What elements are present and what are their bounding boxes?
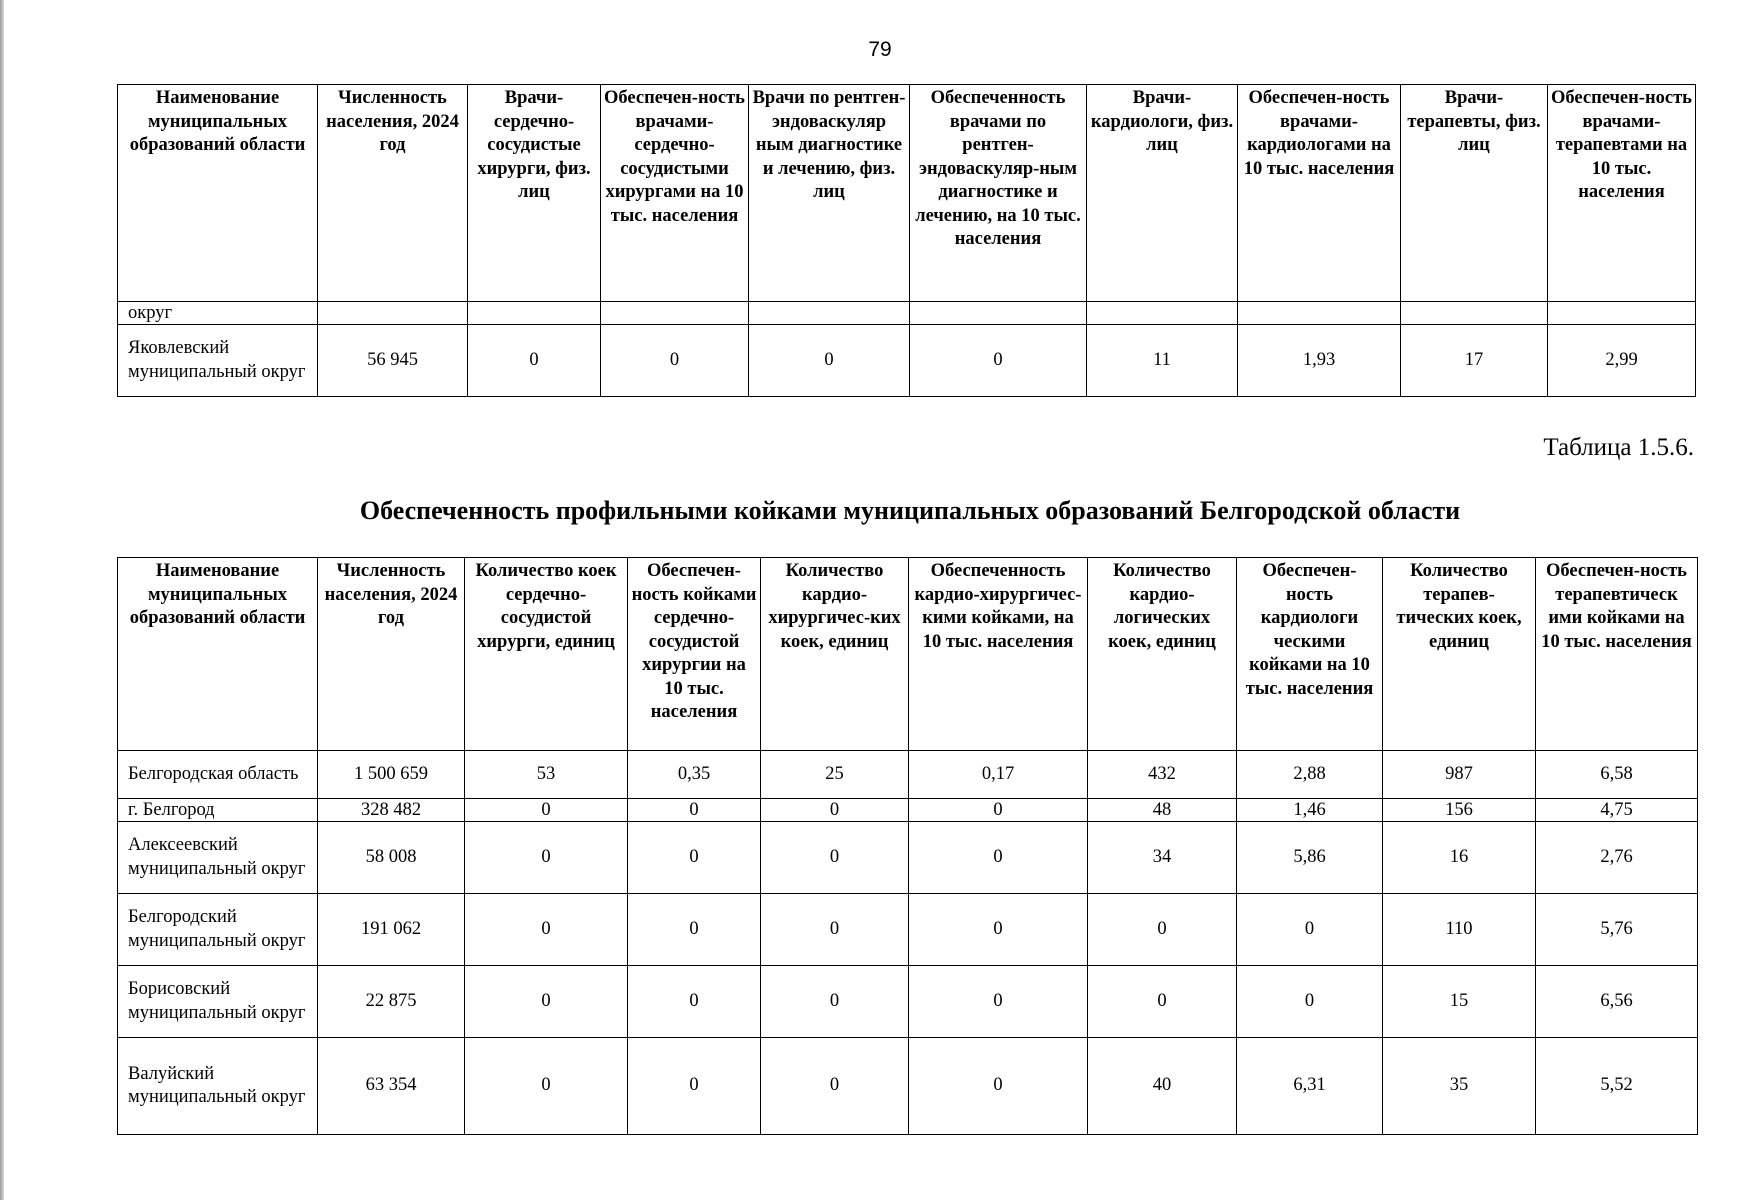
table-cell	[318, 302, 468, 325]
table-cell: 0	[465, 799, 628, 822]
beds-table	[117, 557, 1698, 1135]
header-cell: Количество коек сердечно-сосудистой хирурги, единиц	[465, 558, 628, 751]
table-cell: 0	[761, 799, 909, 822]
table-cell: Алексеевский муниципальный округ	[118, 822, 318, 894]
table-cell: 35	[1383, 1038, 1536, 1135]
table-cell: 1,93	[1238, 325, 1401, 397]
table-row	[118, 1038, 1698, 1135]
table-cell: 328 482	[318, 799, 465, 822]
table-cell: 0	[628, 894, 761, 966]
header-cell: Наименование муниципальных образований области	[118, 558, 318, 751]
table-cell: округ	[118, 302, 318, 325]
table-cell: 0	[749, 325, 910, 397]
table-cell: 34	[1088, 822, 1237, 894]
physicians-table	[117, 84, 1696, 397]
header-cell: Врачи по рентген-эндоваскуляр ным диагностике и лечению, физ. лиц	[749, 85, 910, 302]
header-cell: Количество терапев-тических коек, единиц	[1383, 558, 1536, 751]
table-cell: 0	[468, 325, 601, 397]
header-cell: Врачи-терапевты, физ. лиц	[1401, 85, 1548, 302]
table-label: Таблица 1.5.6.	[1543, 434, 1694, 461]
table-cell: 0	[1088, 966, 1237, 1038]
header-cell: Обеспеченность врачами по рентген-эндоваскуляр-ным диагностике и лечению, на 10 тыс. населения	[910, 85, 1087, 302]
header-cell: Численность населения, 2024 год	[318, 85, 468, 302]
table-row	[118, 799, 1698, 822]
table-cell: 191 062	[318, 894, 465, 966]
table-cell: 0	[628, 966, 761, 1038]
table-title: Обеспеченность профильными койками муниципальных образований Белгородской области	[359, 496, 1461, 525]
table-row	[118, 966, 1698, 1038]
table-cell: 0	[628, 822, 761, 894]
table-cell: 432	[1088, 751, 1237, 799]
table-cell: 2,88	[1237, 751, 1383, 799]
table-cell: 16	[1383, 822, 1536, 894]
header-cell: Обеспечен-ность врачами-терапевтами на 10 тыс. населения	[1548, 85, 1696, 302]
scan-edge-shadow	[0, 0, 4, 1200]
table-cell	[468, 302, 601, 325]
table-cell: 2,76	[1536, 822, 1698, 894]
header-cell: Количество кардио-логических коек, единиц	[1088, 558, 1237, 751]
table-row	[118, 325, 1696, 397]
table-cell: 0	[601, 325, 749, 397]
table-cell	[749, 302, 910, 325]
table-cell: 11	[1087, 325, 1238, 397]
header-cell: Обеспечен-ность терапевтическ ими койками на 10 тыс. населения	[1536, 558, 1698, 751]
table-cell: 0	[465, 1038, 628, 1135]
table-cell	[1087, 302, 1238, 325]
table-cell: 0	[628, 799, 761, 822]
table-cell: 0	[910, 325, 1087, 397]
table-cell: 0	[909, 1038, 1088, 1135]
table-cell	[910, 302, 1087, 325]
table-row	[118, 302, 1696, 325]
table-cell: 0	[1237, 966, 1383, 1038]
header-cell: Врачи-кардиологи, физ. лиц	[1087, 85, 1238, 302]
table-cell: 0	[909, 822, 1088, 894]
table-cell: 48	[1088, 799, 1237, 822]
header-cell: Обеспечен-ность врачами-кардиологами на 10 тыс. населения	[1238, 85, 1401, 302]
table-cell: 5,52	[1536, 1038, 1698, 1135]
table-cell: 0	[909, 966, 1088, 1038]
table-cell: 5,86	[1237, 822, 1383, 894]
table-cell: 0	[1237, 894, 1383, 966]
table-cell: 40	[1088, 1038, 1237, 1135]
table-cell: 25	[761, 751, 909, 799]
table-cell: 0,35	[628, 751, 761, 799]
table-cell: 0	[465, 966, 628, 1038]
page-number: 79	[868, 38, 892, 61]
table-cell: 1 500 659	[318, 751, 465, 799]
header-cell: Обеспечен-ность кардиологи ческими койками на 10 тыс. населения	[1237, 558, 1383, 751]
table-cell: 0	[761, 1038, 909, 1135]
table-cell: 6,58	[1536, 751, 1698, 799]
table-cell	[1548, 302, 1696, 325]
header-cell: Обеспеченность кардио-хирургичес-кими койками, на 10 тыс. населения	[909, 558, 1088, 751]
table-cell: г. Белгород	[118, 799, 318, 822]
table-cell: 0	[465, 894, 628, 966]
table-cell: 0,17	[909, 751, 1088, 799]
table-cell: 0	[761, 822, 909, 894]
header-cell: Наименование муниципальных образований области	[118, 85, 318, 302]
table-cell: 0	[909, 799, 1088, 822]
table-row	[118, 822, 1698, 894]
table-cell	[601, 302, 749, 325]
table-cell	[1401, 302, 1548, 325]
table-cell: Борисовский муниципальный округ	[118, 966, 318, 1038]
table-cell: Яковлевский муниципальный округ	[118, 325, 318, 397]
header-cell: Количество кардио-хирургичес-ких коек, единиц	[761, 558, 909, 751]
table-cell: 987	[1383, 751, 1536, 799]
table-cell: 0	[909, 894, 1088, 966]
table-header-row	[118, 558, 1698, 751]
table-cell: 0	[761, 894, 909, 966]
table-cell: 156	[1383, 799, 1536, 822]
header-cell: Обеспечен-ность врачами-сердечно-сосудистыми хирургами на 10 тыс. населения	[601, 85, 749, 302]
table-cell: 2,99	[1548, 325, 1696, 397]
table-row	[118, 751, 1698, 799]
table-cell: 6,56	[1536, 966, 1698, 1038]
table-cell: 22 875	[318, 966, 465, 1038]
table-cell: 6,31	[1237, 1038, 1383, 1135]
table-cell: 0	[465, 822, 628, 894]
table-header-row	[118, 85, 1696, 302]
header-cell: Врачи-сердечно-сосудистые хирурги, физ. лиц	[468, 85, 601, 302]
table-row	[118, 894, 1698, 966]
table-cell: 0	[628, 1038, 761, 1135]
table-cell: Белгородская область	[118, 751, 318, 799]
table-cell: Белгородский муниципальный округ	[118, 894, 318, 966]
table-cell: Валуйский муниципальный округ	[118, 1038, 318, 1135]
table-cell: 0	[1088, 894, 1237, 966]
table-cell: 0	[761, 966, 909, 1038]
header-cell: Численность населения, 2024 год	[318, 558, 465, 751]
table-cell: 5,76	[1536, 894, 1698, 966]
table-cell: 1,46	[1237, 799, 1383, 822]
table-cell: 17	[1401, 325, 1548, 397]
table-cell: 63 354	[318, 1038, 465, 1135]
table-cell: 56 945	[318, 325, 468, 397]
table-cell: 110	[1383, 894, 1536, 966]
table-cell: 53	[465, 751, 628, 799]
table-cell	[1238, 302, 1401, 325]
table-cell: 58 008	[318, 822, 465, 894]
table-cell: 15	[1383, 966, 1536, 1038]
table-cell: 4,75	[1536, 799, 1698, 822]
header-cell: Обеспечен-ность койками сердечно-сосудистой хирургии на 10 тыс. населения	[628, 558, 761, 751]
